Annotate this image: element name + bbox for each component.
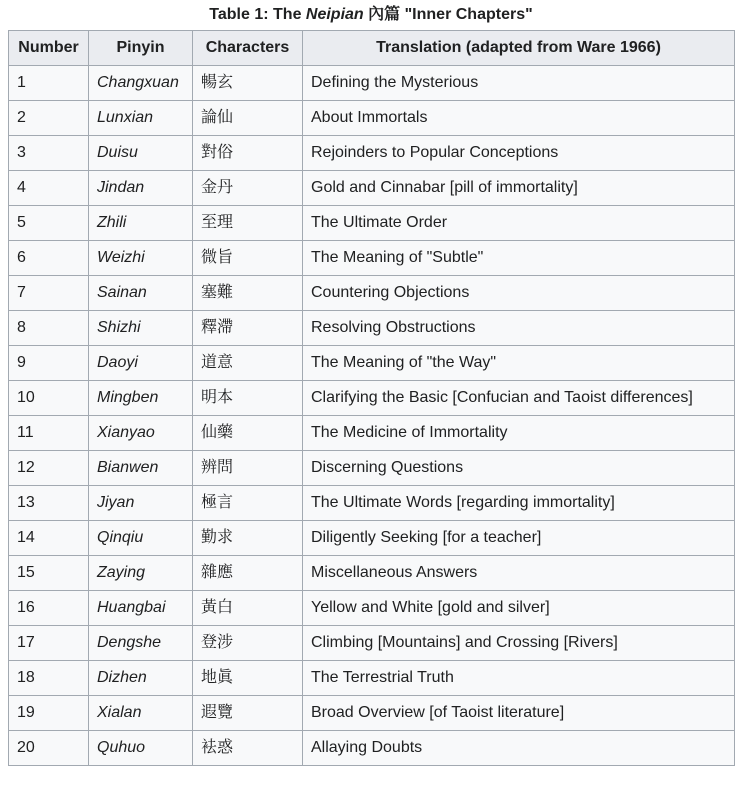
cell-translation: Miscellaneous Answers [303, 556, 735, 591]
cell-number: 4 [9, 171, 89, 206]
table-row [9, 136, 735, 171]
table-row [9, 556, 735, 591]
table-row [9, 591, 735, 626]
cell-translation: Resolving Obstructions [303, 311, 735, 346]
table-row [9, 241, 735, 276]
cell-pinyin: Bianwen [89, 451, 193, 486]
cell-translation: Broad Overview [of Taoist literature] [303, 696, 735, 731]
table-title [0, 0, 742, 30]
cell-characters: 登涉 [193, 626, 303, 661]
cell-pinyin: Xialan [89, 696, 193, 731]
cell-pinyin: Dengshe [89, 626, 193, 661]
table-row [9, 451, 735, 486]
table-row [9, 346, 735, 381]
table-row [9, 731, 735, 766]
table-row [9, 661, 735, 696]
cell-number: 14 [9, 521, 89, 556]
cell-pinyin: Weizhi [89, 241, 193, 276]
cell-number: 16 [9, 591, 89, 626]
cell-characters: 論仙 [193, 101, 303, 136]
cell-number: 3 [9, 136, 89, 171]
cell-pinyin: Duisu [89, 136, 193, 171]
cell-number: 12 [9, 451, 89, 486]
cell-pinyin: Sainan [89, 276, 193, 311]
cell-translation: The Ultimate Order [303, 206, 735, 241]
cell-characters: 地眞 [193, 661, 303, 696]
cell-translation: Climbing [Mountains] and Crossing [Rivers] [303, 626, 735, 661]
cell-characters: 雜應 [193, 556, 303, 591]
cell-characters: 辨問 [193, 451, 303, 486]
table-row [9, 101, 735, 136]
cell-characters: 黃白 [193, 591, 303, 626]
column-header-characters: Characters [193, 31, 303, 66]
cell-pinyin: Lunxian [89, 101, 193, 136]
cell-translation: The Meaning of "Subtle" [303, 241, 735, 276]
cell-pinyin: Xianyao [89, 416, 193, 451]
table-row [9, 66, 735, 101]
cell-characters: 金丹 [193, 171, 303, 206]
cell-translation: Rejoinders to Popular Conceptions [303, 136, 735, 171]
cell-characters: 至理 [193, 206, 303, 241]
table-row [9, 206, 735, 241]
table-row [9, 486, 735, 521]
cell-characters: 仙藥 [193, 416, 303, 451]
cell-number: 5 [9, 206, 89, 241]
cell-number: 17 [9, 626, 89, 661]
cell-translation: About Immortals [303, 101, 735, 136]
cell-translation: Yellow and White [gold and silver] [303, 591, 735, 626]
cell-number: 8 [9, 311, 89, 346]
table-row [9, 276, 735, 311]
cell-translation: Diligently Seeking [for a teacher] [303, 521, 735, 556]
cell-characters: 塞難 [193, 276, 303, 311]
cell-number: 9 [9, 346, 89, 381]
cell-characters: 暢玄 [193, 66, 303, 101]
cell-translation: Discerning Questions [303, 451, 735, 486]
cell-translation: Defining the Mysterious [303, 66, 735, 101]
cell-characters: 極言 [193, 486, 303, 521]
cell-pinyin: Zhili [89, 206, 193, 241]
column-header-pinyin: Pinyin [89, 31, 193, 66]
cell-pinyin: Daoyi [89, 346, 193, 381]
cell-number: 7 [9, 276, 89, 311]
table-row [9, 381, 735, 416]
cell-translation: The Meaning of "the Way" [303, 346, 735, 381]
table-body [9, 66, 735, 766]
cell-number: 20 [9, 731, 89, 766]
cell-pinyin: Quhuo [89, 731, 193, 766]
cell-characters: 勤求 [193, 521, 303, 556]
cell-number: 10 [9, 381, 89, 416]
cell-translation: Clarifying the Basic [Confucian and Taoist differences] [303, 381, 735, 416]
cell-pinyin: Huangbai [89, 591, 193, 626]
cell-pinyin: Mingben [89, 381, 193, 416]
cell-number: 1 [9, 66, 89, 101]
table-row [9, 416, 735, 451]
table-row [9, 311, 735, 346]
cell-number: 6 [9, 241, 89, 276]
table-title-prefix: Table 1: The [209, 6, 306, 23]
cell-number: 11 [9, 416, 89, 451]
cell-number: 15 [9, 556, 89, 591]
cell-pinyin: Shizhi [89, 311, 193, 346]
cell-translation: The Ultimate Words [regarding immortality] [303, 486, 735, 521]
cell-translation: The Terrestrial Truth [303, 661, 735, 696]
cell-translation: Allaying Doubts [303, 731, 735, 766]
cell-number: 19 [9, 696, 89, 731]
cell-pinyin: Jindan [89, 171, 193, 206]
cell-number: 18 [9, 661, 89, 696]
cell-characters: 對俗 [193, 136, 303, 171]
table-title-rest: 內篇 "Inner Chapters" [363, 6, 533, 23]
table-row [9, 626, 735, 661]
table-title-work-name: Neipian [305, 6, 364, 23]
column-header-translation: Translation (adapted from Ware 1966) [303, 31, 735, 66]
cell-characters: 袪惑 [193, 731, 303, 766]
cell-characters: 遐覽 [193, 696, 303, 731]
cell-translation: The Medicine of Immortality [303, 416, 735, 451]
cell-pinyin: Jiyan [89, 486, 193, 521]
neipian-chapters-table [8, 30, 735, 766]
cell-pinyin: Qinqiu [89, 521, 193, 556]
cell-characters: 明本 [193, 381, 303, 416]
cell-number: 13 [9, 486, 89, 521]
cell-number: 2 [9, 101, 89, 136]
cell-pinyin: Dizhen [89, 661, 193, 696]
cell-translation: Countering Objections [303, 276, 735, 311]
table-row [9, 171, 735, 206]
table-row [9, 521, 735, 556]
column-header-number: Number [9, 31, 89, 66]
cell-pinyin: Changxuan [89, 66, 193, 101]
table-header-row [9, 31, 735, 66]
cell-characters: 微旨 [193, 241, 303, 276]
cell-translation: Gold and Cinnabar [pill of immortality] [303, 171, 735, 206]
cell-pinyin: Zaying [89, 556, 193, 591]
table-row [9, 696, 735, 731]
table-header [9, 31, 735, 66]
cell-characters: 釋滯 [193, 311, 303, 346]
cell-characters: 道意 [193, 346, 303, 381]
